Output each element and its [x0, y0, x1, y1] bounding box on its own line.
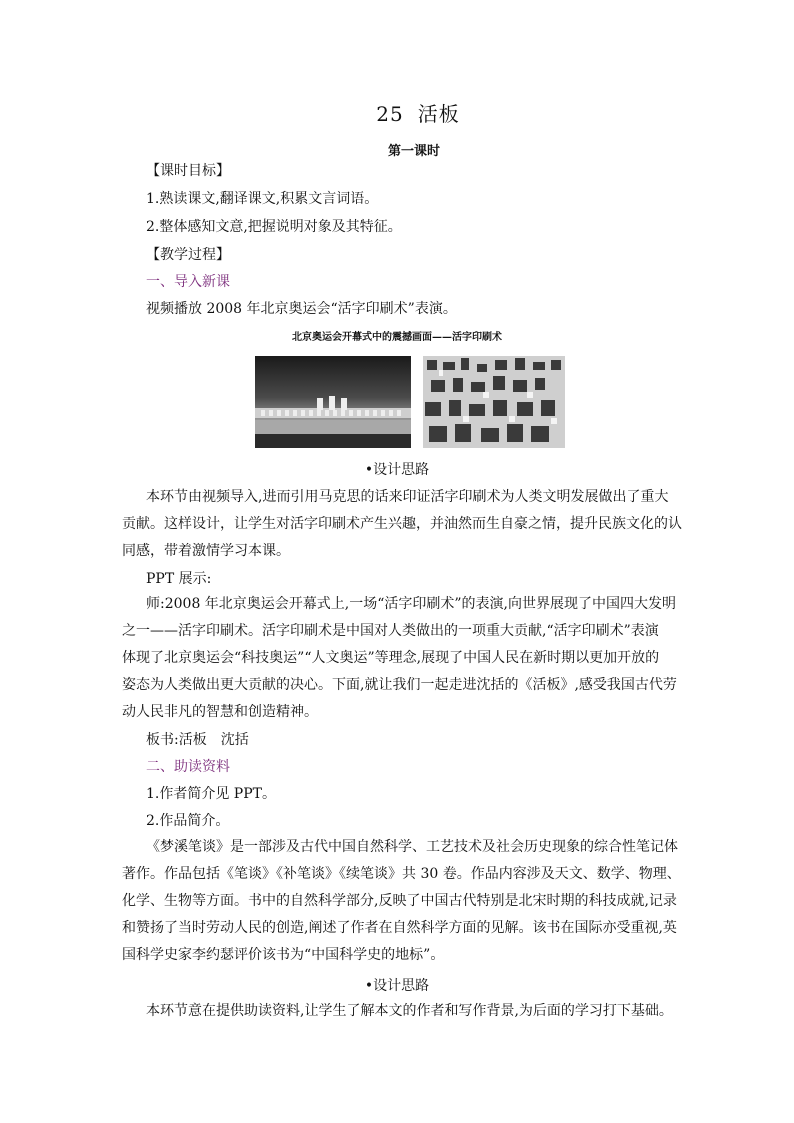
section-heading-intro: 一、导入新课 [146, 274, 230, 290]
process-heading: 【教学过程】 [146, 247, 230, 263]
objective-item: 1.熟读课文,翻译课文,积累文言词语。 [146, 191, 379, 207]
ppt-label: PPT 展示: [146, 571, 212, 587]
work-paragraph [122, 834, 681, 969]
section-heading-reading: 二、助读资料 [146, 759, 230, 775]
ppt-paragraph [122, 591, 677, 726]
image-caption: 北京奥运会开幕式中的震撼画面——活字印刷术 [292, 332, 502, 343]
paragraph-line: 国科学史家李约瑟评价该书为“中国科学史的地标”。 [122, 947, 445, 963]
paragraph-line: 之一——活字印刷术。活字印刷术是中国对人类做出的一项重大贡献,“活字印刷术”表演 [122, 623, 659, 639]
paragraph-line: 《梦溪笔谈》是一部涉及古代中国自然科学、工艺技术及社会历史现象的综合性笔记体 [146, 839, 678, 855]
reading-item: 1.作者简介见 PPT。 [146, 786, 276, 802]
paragraph-line: 同感，带着激情学习本课。 [122, 543, 290, 559]
design-paragraph-2: 本环节意在提供助读资料,让学生了解本文的作者和写作背景,为后面的学习打下基础。 [146, 1003, 673, 1019]
objectives-heading: 【课时目标】 [146, 163, 230, 179]
lesson-subtitle: 第一课时 [387, 144, 440, 159]
paragraph-line: 贡献。这样设计，让学生对活字印刷术产生兴趣，并油然而生自豪之情，提升民族文化的认 [122, 516, 682, 532]
paragraph-line: 本环节由视频导入,进而引用马克思的话来印证活字印刷术为人类文明发展做出了重大 [146, 489, 669, 505]
paragraph-line: 师:2008 年北京奥运会开幕式上,一场“活字印刷术”的表演,向世界展现了中国四大发明 [146, 596, 677, 612]
lesson-title [0, 98, 794, 127]
paragraph-line: 和赞扬了当时劳动人民的创造,阐述了作者在自然科学方面的见解。该书在国际亦受重视,英 [122, 920, 677, 936]
design-paragraph [122, 484, 682, 565]
olympics-photo-right [423, 356, 565, 448]
paragraph-line: 体现了北京奥运会“科技奥运”“人文奥运”等理念,展现了中国人民在新时期以更加开放的 [122, 650, 660, 666]
reading-item: 2.作品简介。 [146, 813, 230, 829]
lesson-number: 25 [376, 102, 404, 126]
objective-item: 2.整体感知文意,把握说明对象及其特征。 [146, 219, 402, 235]
olympics-photo-left [255, 356, 411, 448]
paragraph-line: 动人民非凡的智慧和创造精神。 [122, 704, 318, 720]
paragraph-line: 姿态为人类做出更大贡献的决心。下面,就让我们一起走进沈括的《活板》,感受我国古代劳 [122, 677, 677, 693]
paragraph-line: 著作。作品包括《笔谈》《补笔谈》《续笔谈》共 30 卷。作品内容涉及天文、数学、物理、 [122, 866, 681, 882]
lesson-title-text: 活板 [417, 102, 460, 126]
design-label: •设计思路 [364, 462, 430, 478]
design-label-2: •设计思路 [364, 978, 430, 994]
video-line: 视频播放 2008 年北京奥运会“活字印刷术”表演。 [146, 301, 457, 317]
board-line: 板书:活板 沈括 [146, 732, 249, 748]
paragraph-line: 化学、生物等方面。书中的自然科学部分,反映了中国古代特别是北宋时期的科技成就,记录 [122, 893, 677, 909]
